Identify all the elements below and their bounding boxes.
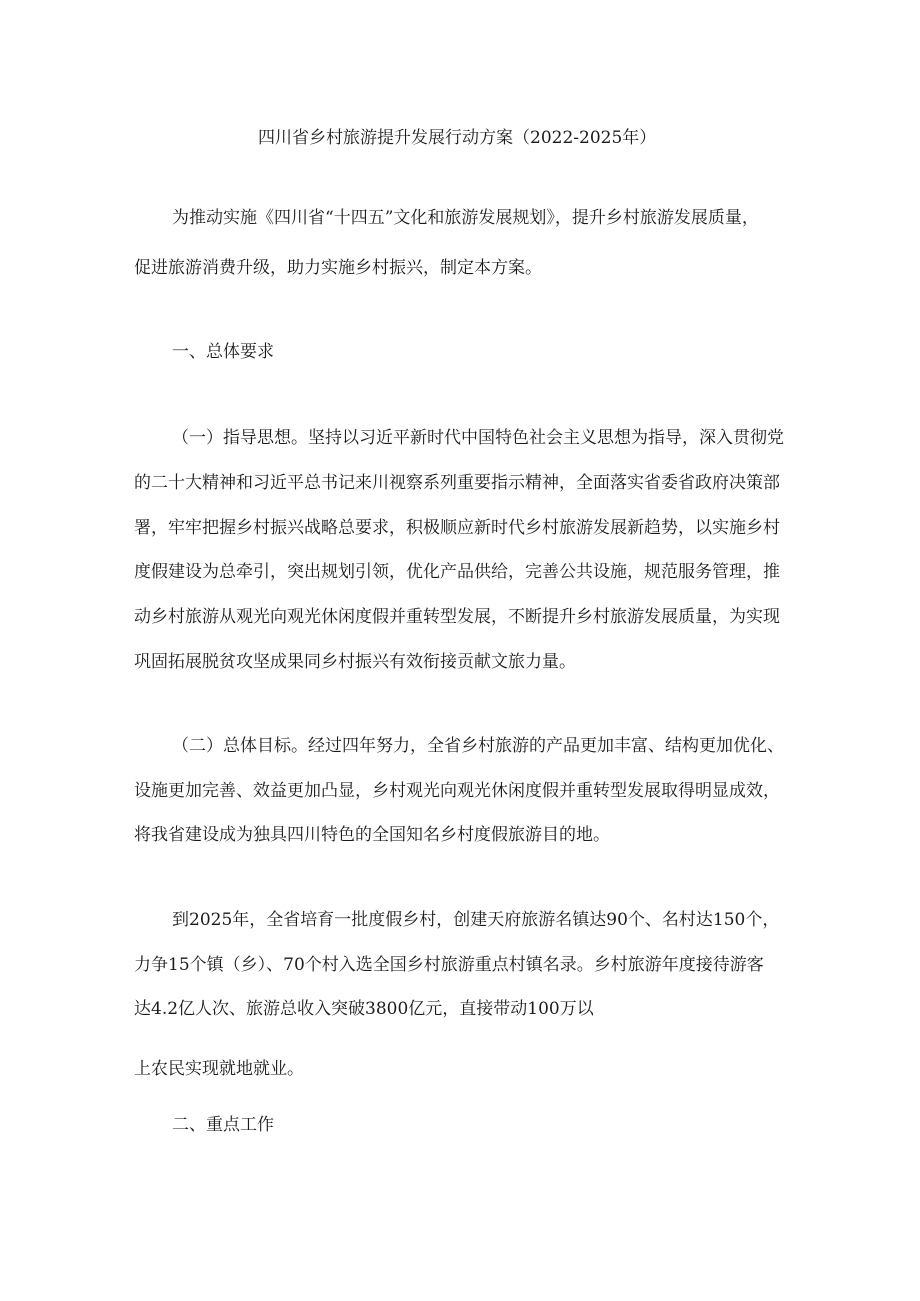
guiding-ideology-line-6: 巩固拓展脱贫攻坚成果同乡村振兴有效衔接贡献文旅力量。: [134, 652, 576, 672]
targets-line-3: 达4.2亿人次、旅游总收入突破3800亿元，直接带动100万以: [134, 999, 594, 1019]
guiding-ideology-line-5: 动乡村旅游从观光向观光休闲度假并重转型发展，不断提升乡村旅游发展质量，为实现: [134, 607, 780, 627]
targets-line-2: 力争15个镇（乡）、70个村入选全国乡村旅游重点村镇名录。乡村旅游年度接待游客: [134, 955, 764, 975]
guiding-ideology-line-3: 署，牢牢把握乡村振兴战略总要求，积极顺应新时代乡村旅游发展新趋势，以实施乡村: [134, 518, 780, 538]
overall-goals-line-1: （二）总体目标。经过四年努力，全省乡村旅游的产品更加丰富、结构更加优化、: [172, 736, 784, 756]
overall-goals-line-2: 设施更加完善、效益更加凸显，乡村观光向观光休闲度假并重转型发展取得明显成效，: [134, 781, 780, 801]
intro-line-2: 促进旅游消费升级，助力实施乡村振兴，制定本方案。: [134, 258, 542, 278]
guiding-ideology-line-2: 的二十大精神和习近平总书记来川视察系列重要指示精神，全面落实省委省政府决策部: [134, 473, 780, 493]
guiding-ideology-line-1: （一）指导思想。坚持以习近平新时代中国特色社会主义思想为指导，深入贯彻党: [172, 428, 784, 448]
overall-goals-line-3: 将我省建设成为独具四川特色的全国知名乡村度假旅游目的地。: [134, 825, 610, 845]
document-title: 四川省乡村旅游提升发展行动方案（2022-2025年）: [258, 128, 657, 148]
section-heading-key-work: 二、重点工作: [172, 1115, 274, 1135]
intro-line-1: 为推动实施《四川省“十四五”文化和旅游发展规划》，提升乡村旅游发展质量，: [172, 208, 759, 228]
section-heading-overall-requirements: 一、总体要求: [172, 342, 274, 362]
targets-line-4: 上农民实现就地就业。: [134, 1059, 304, 1079]
guiding-ideology-line-4: 度假建设为总牵引，突出规划引领，优化产品供给，完善公共设施，规范服务管理，推: [134, 562, 780, 582]
targets-line-1: 到2025年，全省培育一批度假乡村，创建天府旅游名镇达90个、名村达150个，: [172, 910, 780, 930]
